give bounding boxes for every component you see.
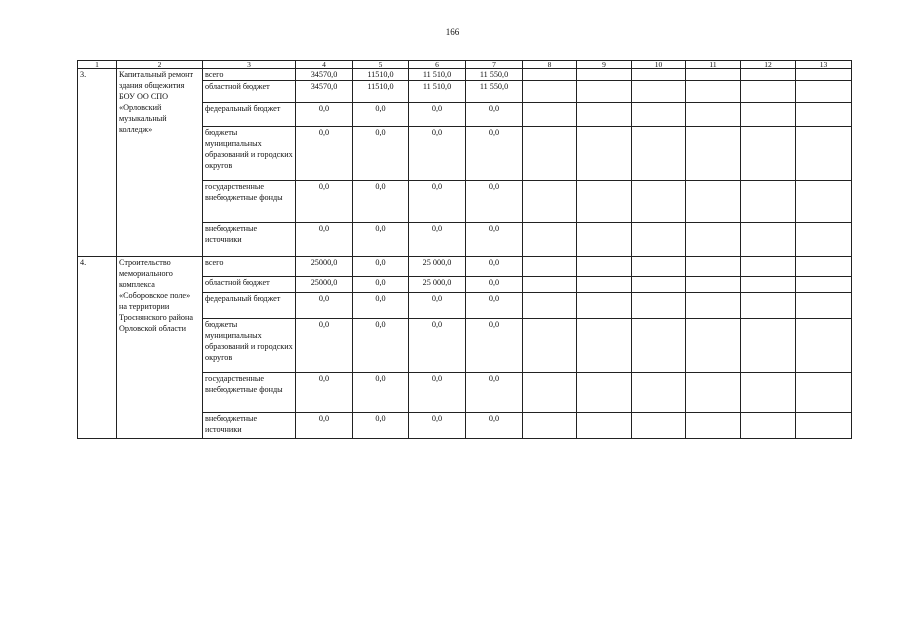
value-cell: 0,0 (296, 373, 353, 413)
value-cell: 0,0 (409, 413, 466, 439)
column-header: 13 (796, 61, 852, 69)
value-cell: 0,0 (409, 319, 466, 373)
value-cell: 0,0 (409, 293, 466, 319)
value-cell: 11 550,0 (466, 81, 523, 103)
value-cell: 0,0 (466, 319, 523, 373)
value-cell: 11 510,0 (409, 69, 466, 81)
value-cell: 34570,0 (296, 81, 353, 103)
value-cell: 0,0 (466, 373, 523, 413)
value-cell: 0,0 (409, 373, 466, 413)
funding-source: федеральный бюджет (203, 293, 296, 319)
funding-source: всего (203, 69, 296, 81)
funding-source: областной бюджет (203, 81, 296, 103)
column-header: 4 (296, 61, 353, 69)
value-cell: 0,0 (466, 413, 523, 439)
value-cell: 0,0 (466, 181, 523, 223)
column-header: 2 (117, 61, 203, 69)
value-cell: 11510,0 (353, 81, 409, 103)
column-header: 7 (466, 61, 523, 69)
budget-table (77, 60, 852, 439)
value-cell: 0,0 (409, 103, 466, 127)
funding-source: внебюджетные источники (203, 223, 296, 257)
value-cell: 0,0 (353, 103, 409, 127)
value-cell: 25000,0 (296, 277, 353, 293)
value-cell: 0,0 (409, 127, 466, 181)
table-row (78, 257, 852, 277)
funding-source: бюджеты муниципальных образований и городских округов (203, 127, 296, 181)
funding-source: федеральный бюджет (203, 103, 296, 127)
funding-source: всего (203, 257, 296, 277)
column-header: 9 (577, 61, 632, 69)
value-cell: 0,0 (353, 223, 409, 257)
value-cell: 0,0 (353, 413, 409, 439)
value-cell: 25000,0 (296, 257, 353, 277)
value-cell: 0,0 (466, 223, 523, 257)
table-row (78, 69, 852, 81)
value-cell: 0,0 (353, 319, 409, 373)
value-cell: 0,0 (466, 127, 523, 181)
funding-source: бюджеты муниципальных образований и городских округов (203, 319, 296, 373)
value-cell: 0,0 (296, 319, 353, 373)
column-header: 1 (78, 61, 117, 69)
value-cell: 11 510,0 (409, 81, 466, 103)
value-cell: 0,0 (353, 277, 409, 293)
item-number: 3. (78, 69, 117, 257)
value-cell: 0,0 (353, 181, 409, 223)
value-cell: 25 000,0 (409, 277, 466, 293)
value-cell: 0,0 (353, 373, 409, 413)
value-cell: 0,0 (296, 223, 353, 257)
value-cell: 0,0 (353, 127, 409, 181)
value-cell: 0,0 (466, 257, 523, 277)
item-number: 4. (78, 257, 117, 439)
value-cell: 0,0 (466, 103, 523, 127)
value-cell: 0,0 (296, 103, 353, 127)
column-header: 10 (632, 61, 686, 69)
value-cell: 0,0 (296, 181, 353, 223)
column-header: 3 (203, 61, 296, 69)
column-header: 6 (409, 61, 466, 69)
value-cell: 0,0 (353, 293, 409, 319)
value-cell: 0,0 (466, 277, 523, 293)
value-cell: 25 000,0 (409, 257, 466, 277)
value-cell: 34570,0 (296, 69, 353, 81)
column-number-row (78, 61, 852, 69)
value-cell: 0,0 (296, 127, 353, 181)
value-cell: 0,0 (409, 181, 466, 223)
value-cell: 0,0 (353, 257, 409, 277)
column-header: 5 (353, 61, 409, 69)
value-cell: 0,0 (296, 413, 353, 439)
funding-source: государственные внебюджетные фонды (203, 181, 296, 223)
item-name: Капитальный ремонт здания общежития БОУ ОО СПО «Орловский музыкальный колледж» (117, 69, 203, 257)
column-header: 12 (741, 61, 796, 69)
funding-source: государственные внебюджетные фонды (203, 373, 296, 413)
column-header: 8 (523, 61, 577, 69)
funding-source: областной бюджет (203, 277, 296, 293)
item-name: Строительство мемориального комплекса «Соборовское поле» на территории Троснянского района Орловской области (117, 257, 203, 439)
value-cell: 11 550,0 (466, 69, 523, 81)
value-cell: 0,0 (409, 223, 466, 257)
page-number: 166 (445, 27, 460, 37)
value-cell: 11510,0 (353, 69, 409, 81)
column-header: 11 (686, 61, 741, 69)
value-cell: 0,0 (466, 293, 523, 319)
value-cell: 0,0 (296, 293, 353, 319)
funding-source: внебюджетные источники (203, 413, 296, 439)
